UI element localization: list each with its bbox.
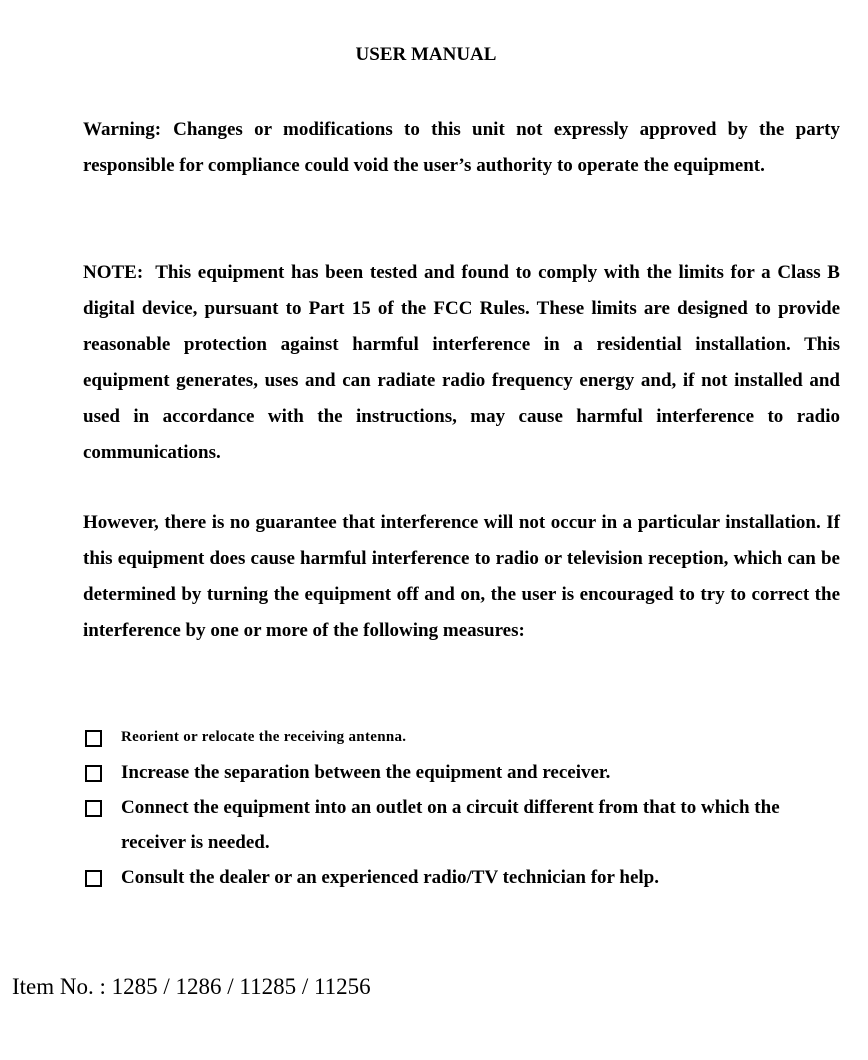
list-item (85, 860, 845, 895)
guarantee-paragraph: However, there is no guarantee that interference will not occur in a particular installation. If this equipment does cause harmful interference to radio or television reception, which can be determined by turning the equipment off and on, the user is encouraged to try to correct the interference by one or more of the following measures: (83, 512, 840, 641)
warning-paragraph (83, 112, 840, 184)
checkbox-icon (85, 870, 102, 887)
measure-text: Connect the equipment into an outlet on a circuit different from that to which the receiver is needed. (121, 797, 780, 853)
checkbox-icon (85, 765, 102, 782)
item-number: Item No. : 1285 / 1286 / 11285 / 11256 (12, 974, 371, 999)
note-paragraph (83, 255, 840, 471)
measure-text: Reorient or relocate the receiving antenna. (121, 729, 407, 745)
warning-text: Changes or modifications to this unit not expressly approved by the party responsible for compliance could void the user’s authority to operate the equipment. (83, 119, 840, 176)
list-item (85, 755, 845, 790)
checkbox-icon (85, 730, 102, 747)
measure-text: Consult the dealer or an experienced radio/TV technician for help. (121, 867, 659, 888)
measure-text: Increase the separation between the equipment and receiver. (121, 762, 611, 783)
note-text: This equipment has been tested and found to comply with the limits for a Class B digital device, pursuant to Part 15 of the FCC Rules. These limits are designed to provide reasonable protection against harmful interference in a residential installation. This equipment generates, uses and can radiate radio frequency energy and, if not installed and used in accordance with the instructions, may cause harmful interference to radio communications. (83, 262, 840, 463)
list-item (85, 790, 845, 860)
list-item (85, 720, 845, 755)
document-title: USER MANUAL (355, 44, 497, 65)
note-label: NOTE: (83, 262, 144, 283)
measures-list (85, 720, 845, 895)
warning-label: Warning: (83, 119, 162, 140)
checkbox-icon (85, 800, 102, 817)
